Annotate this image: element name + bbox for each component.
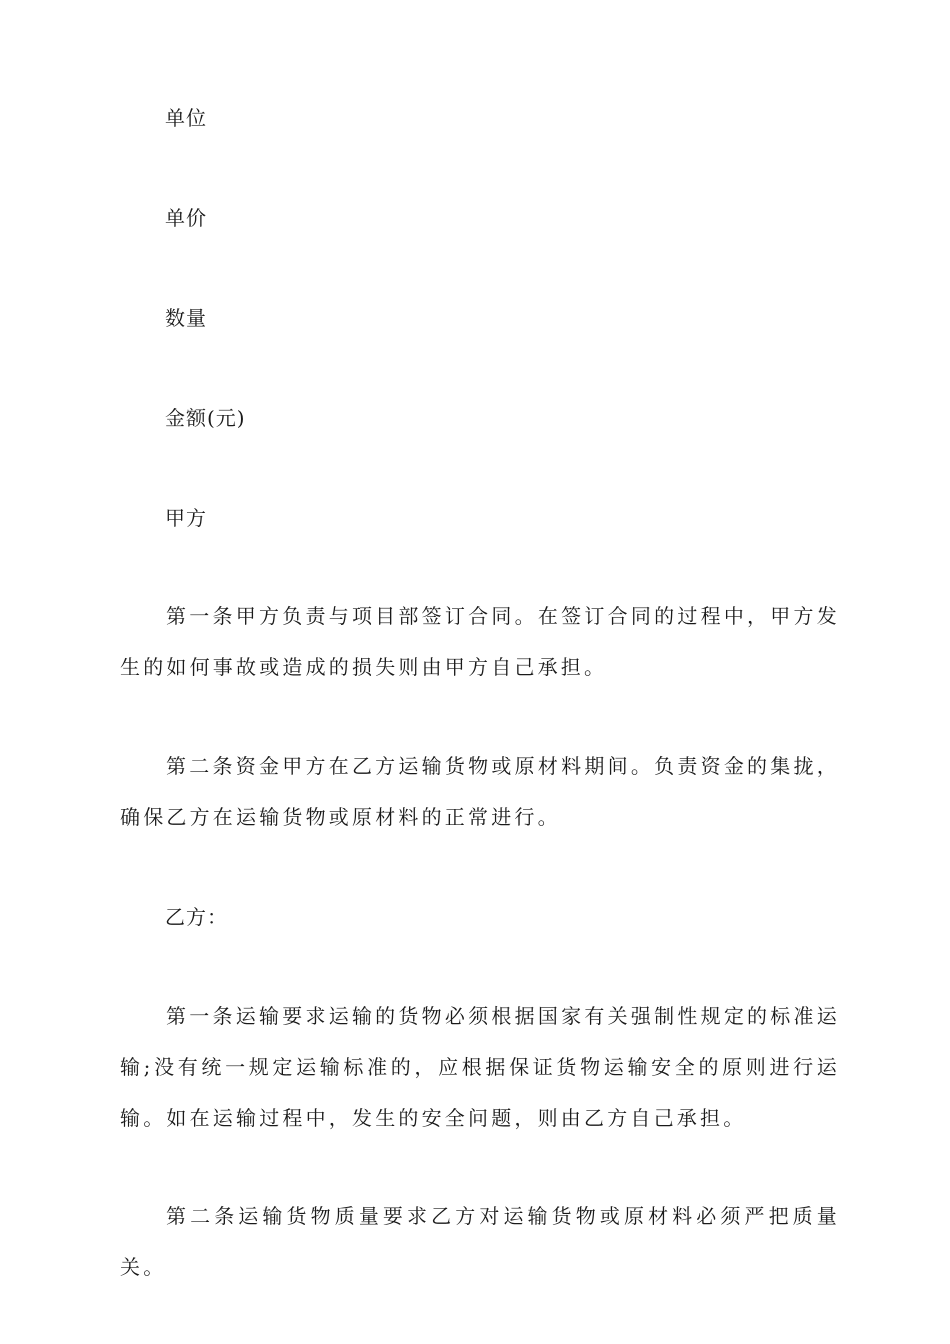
item-unit: 单位	[165, 106, 207, 130]
item-quantity: 数量	[165, 306, 207, 330]
party-a-heading: 甲方	[165, 506, 207, 530]
party-b-clause-2: 第二条运输货物质量要求乙方对运输货物或原材料必须严把质量关。	[120, 1204, 840, 1279]
party-b-clause-1: 第一条运输要求运输的货物必须根据国家有关强制性规定的标准运输;没有统一规定运输标准的，应根据保证货物运输安全的原则进行运输。如在运输过程中，发生的安全问题，则由乙方自己承担。	[120, 1004, 840, 1130]
item-amount: 金额(元)	[165, 406, 246, 430]
item-unit-price: 单价	[165, 206, 207, 230]
party-a-clause-2: 第二条资金甲方在乙方运输货物或原材料期间。负责资金的集拢，确保乙方在运输货物或原材料的正常进行。	[120, 754, 840, 829]
party-b-heading: 乙方：	[165, 905, 228, 929]
party-a-clause-1: 第一条甲方负责与项目部签订合同。在签订合同的过程中，甲方发生的如何事故或造成的损失则由甲方自己承担。	[120, 604, 840, 679]
